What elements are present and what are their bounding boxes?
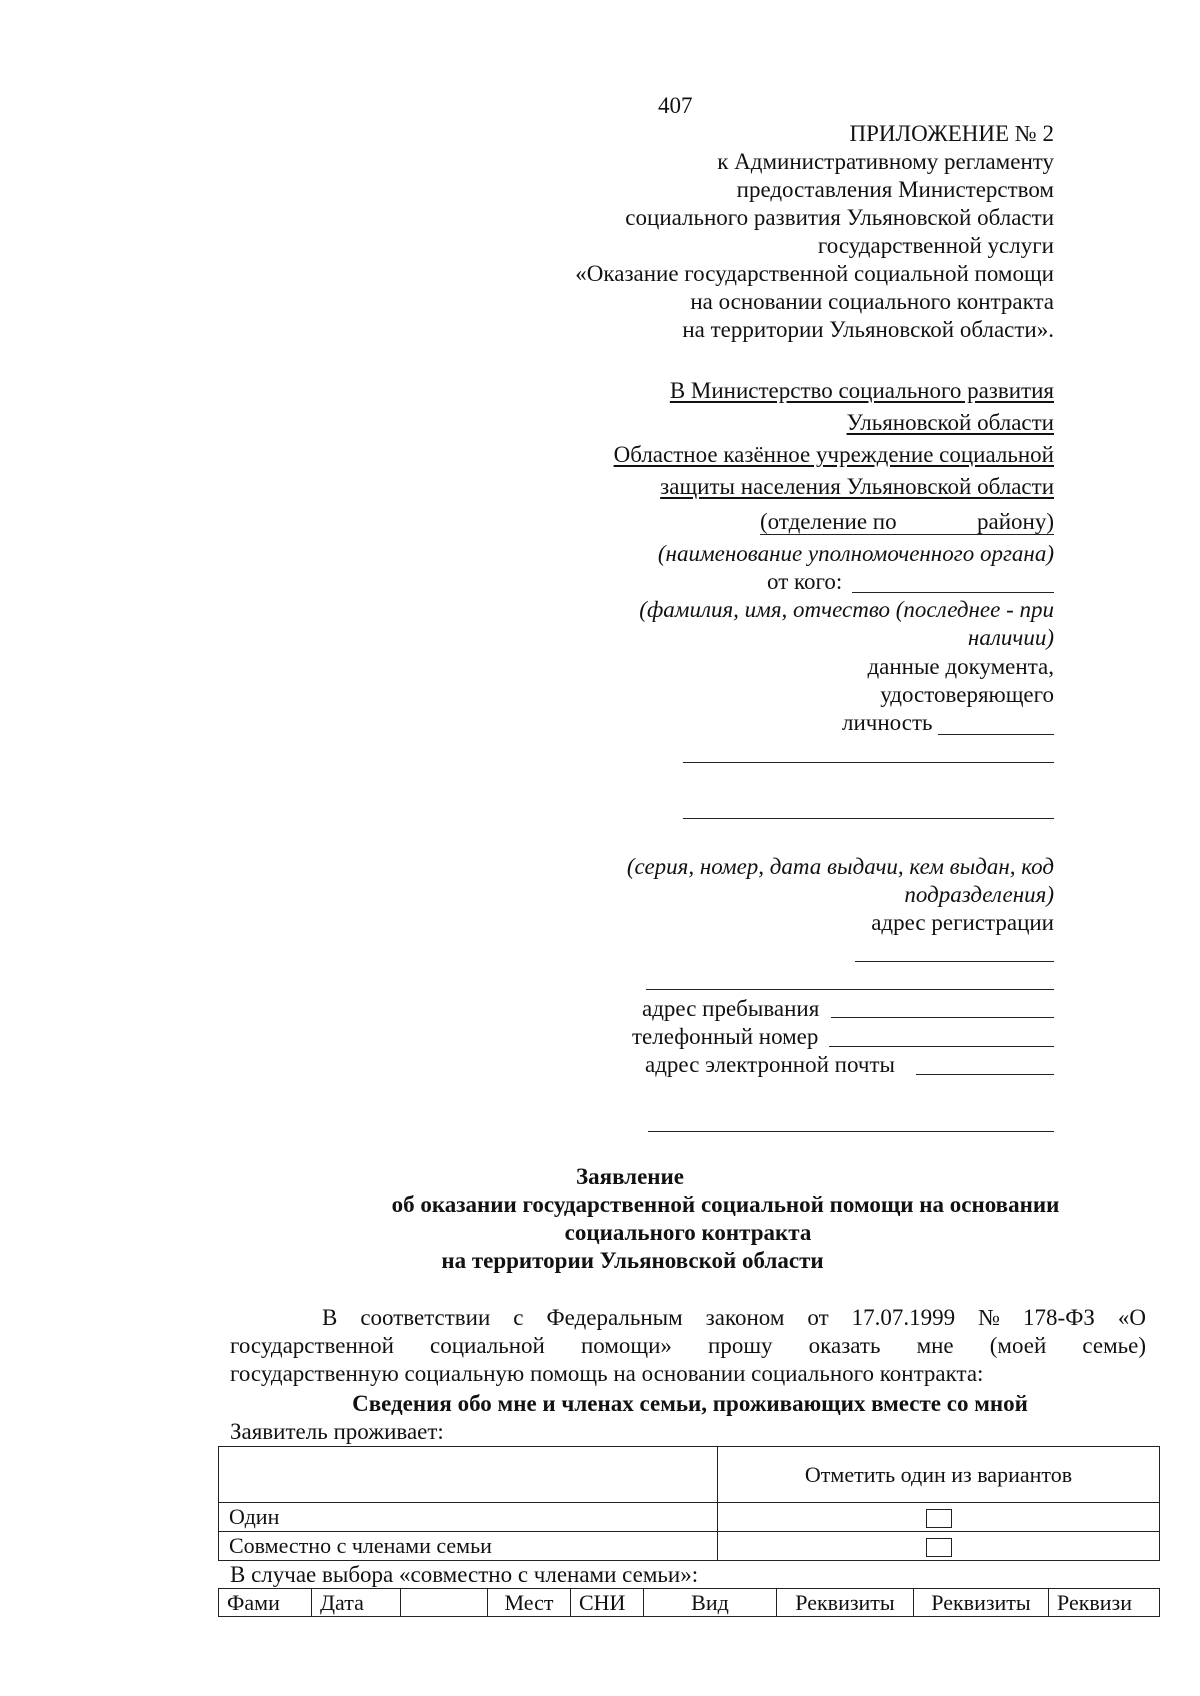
family-column-header (401, 1589, 488, 1617)
residence-header-empty (219, 1447, 718, 1503)
from-field[interactable] (852, 592, 1054, 593)
addressee-region: Ульяновской области (846, 410, 1054, 435)
appendix-line: государственной услуги (817, 233, 1054, 258)
residence-table (218, 1446, 1160, 1561)
doc-label-2: удостоверяющего (880, 682, 1054, 707)
residence-header: Отметить один из вариантов (718, 1447, 1160, 1503)
stay-label: адрес пребывания (642, 996, 820, 1021)
registration-field[interactable] (855, 961, 1054, 962)
registration-field-2[interactable] (646, 989, 1054, 990)
appendix-line: предоставления Министерством (736, 177, 1054, 202)
email-field-2[interactable] (648, 1131, 1054, 1132)
lives-label: Заявитель проживает: (230, 1419, 444, 1444)
section-title: Сведения обо мне и членах семьи, проживающих вместе со мной (352, 1391, 1028, 1416)
statement-subtitle-3: на территории Ульяновской области (441, 1248, 824, 1273)
appendix-line: на основании социального контракта (690, 289, 1054, 314)
appendix-title: ПРИЛОЖЕНИЕ № 2 (849, 121, 1054, 146)
doc-label: данные документа, (867, 654, 1054, 679)
appendix-line: к Административному регламенту (717, 149, 1054, 174)
doc-label-3: личность (842, 710, 933, 735)
fio-note-2: наличии) (967, 625, 1054, 650)
doc-field[interactable] (938, 734, 1054, 735)
doc-field-line[interactable] (683, 762, 1054, 763)
family-column-header: СНИ (571, 1589, 644, 1617)
alone-checkbox[interactable] (926, 1509, 952, 1528)
branch-label-end: району) (977, 509, 1054, 534)
phone-label: телефонный номер (632, 1024, 819, 1049)
table-row (219, 1503, 1160, 1532)
registration-label: адрес регистрации (871, 910, 1054, 935)
page-number: 407 (658, 93, 693, 118)
paragraph-line-3: государственную социальную помощь на основании социального контракта: (230, 1361, 984, 1386)
statement-subtitle: об оказании государственной социальной помощи на основании (391, 1192, 1060, 1217)
phone-field[interactable] (829, 1046, 1054, 1047)
doc-field-line[interactable] (683, 818, 1054, 819)
appendix-line: социального развития Ульяновской области (625, 205, 1054, 230)
appendix-line: на территории Ульяновской области». (682, 317, 1054, 342)
paragraph-line-2: государственной социальной помощи» прошу оказать мне (моей семье) (230, 1333, 1146, 1358)
family-column-header: Мест (488, 1589, 571, 1617)
from-label: от кого: (767, 569, 843, 594)
addressee-institution-2: защиты населения Ульяновской области (660, 474, 1054, 499)
table-row (219, 1532, 1160, 1561)
family-column-header: Вид (644, 1589, 777, 1617)
family-column-header: Реквизи (1049, 1589, 1160, 1617)
addressee-institution: Областное казённое учреждение социальной (613, 442, 1054, 467)
email-field[interactable] (916, 1074, 1054, 1075)
fio-note: (фамилия, имя, отчество (последнее - при (639, 597, 1054, 622)
appendix-line: «Оказание государственной социальной помощи (575, 261, 1054, 286)
with-family-checkbox[interactable] (926, 1538, 952, 1557)
paragraph-line-1: В соответствии с Федеральным законом от 17.07.1999 № 178-ФЗ «О (322, 1305, 1146, 1330)
family-column-header: Реквизиты (914, 1589, 1049, 1617)
residence-option-label: Совместно с членами семьи (219, 1532, 718, 1561)
residence-option-label: Один (219, 1503, 718, 1532)
doc-note-2: подразделения) (904, 882, 1054, 907)
email-label: адрес электронной почты (645, 1052, 895, 1077)
addressee-ministry: В Министерство социального развития (669, 378, 1054, 403)
statement-title: Заявление (575, 1164, 685, 1189)
family-column-header: Реквизиты (777, 1589, 914, 1617)
branch-label: (отделение по (760, 509, 897, 534)
table-row (219, 1589, 1160, 1617)
family-table (218, 1588, 1160, 1617)
statement-subtitle-2: социального контракта (564, 1220, 812, 1245)
authority-note: (наименование уполномоченного органа) (657, 541, 1054, 566)
stay-field[interactable] (831, 1017, 1054, 1018)
family-column-header: Фами (219, 1589, 312, 1617)
doc-note: (серия, номер, дата выдачи, кем выдан, код (626, 854, 1054, 879)
family-column-header: Дата (312, 1589, 401, 1617)
family-note: В случае выбора «совместно с членами семьи»: (230, 1562, 699, 1587)
